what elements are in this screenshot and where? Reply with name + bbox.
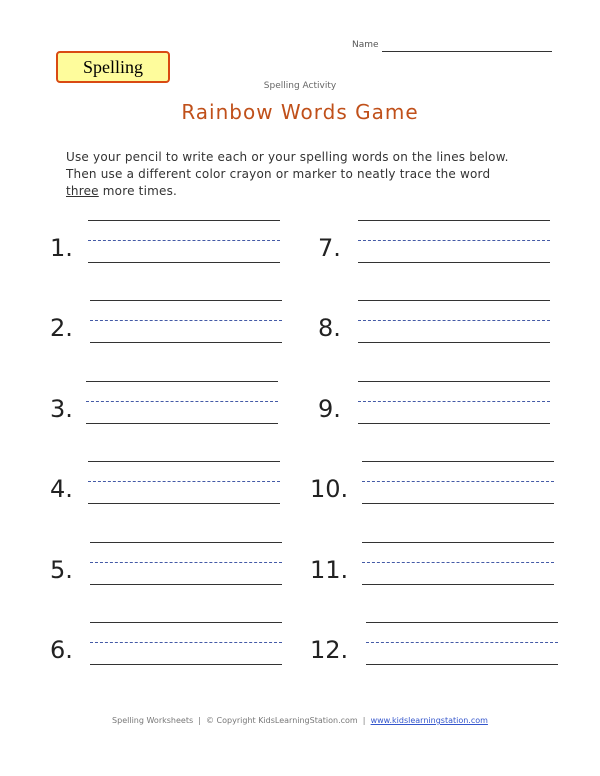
trace-line[interactable] xyxy=(88,240,280,241)
writing-line[interactable] xyxy=(358,342,550,343)
page-title: Rainbow Words Game xyxy=(181,100,419,124)
instruction-line-2: Then use a different color crayon or marker to neatly trace the word xyxy=(66,167,491,181)
entry-number: 6. xyxy=(50,636,73,664)
writing-line[interactable] xyxy=(90,342,282,343)
word-entry-9 xyxy=(318,375,558,435)
trace-line[interactable] xyxy=(358,240,550,241)
word-entry-10 xyxy=(310,455,560,515)
writing-line[interactable] xyxy=(86,423,278,424)
writing-line[interactable] xyxy=(88,262,280,263)
trace-line[interactable] xyxy=(90,642,282,643)
entry-number: 10. xyxy=(310,475,349,503)
trace-line[interactable] xyxy=(358,320,550,321)
entry-number: 2. xyxy=(50,314,73,342)
instruction-line-1: Use your pencil to write each or your spelling words on the lines below. xyxy=(66,150,509,164)
footer-copyright: © Copyright KidsLearningStation.com xyxy=(206,716,358,725)
writing-line[interactable] xyxy=(362,503,554,504)
writing-line[interactable] xyxy=(358,220,550,221)
trace-line[interactable] xyxy=(362,481,554,482)
spelling-badge: Spelling xyxy=(56,51,170,83)
entry-number: 12. xyxy=(310,636,349,664)
footer xyxy=(0,716,600,725)
word-entry-12 xyxy=(310,616,560,676)
trace-line[interactable] xyxy=(90,562,282,563)
writing-line[interactable] xyxy=(362,461,554,462)
word-entry-8 xyxy=(318,294,558,354)
emphasis-word: three xyxy=(66,184,99,198)
word-entry-1 xyxy=(50,214,290,274)
writing-line[interactable] xyxy=(88,220,280,221)
trace-line[interactable] xyxy=(90,320,282,321)
writing-line[interactable] xyxy=(88,503,280,504)
writing-line[interactable] xyxy=(90,664,282,665)
trace-line[interactable] xyxy=(88,481,280,482)
word-entry-11 xyxy=(310,536,560,596)
footer-left: Spelling Worksheets xyxy=(112,716,194,725)
writing-line[interactable] xyxy=(358,300,550,301)
instructions xyxy=(66,149,566,200)
writing-line[interactable] xyxy=(362,584,554,585)
instruction-line-3 xyxy=(66,183,566,200)
footer-link[interactable]: www.kidslearningstation.com xyxy=(370,716,488,725)
word-entry-5 xyxy=(50,536,290,596)
word-entry-6 xyxy=(50,616,290,676)
entry-number: 3. xyxy=(50,395,73,423)
trace-line[interactable] xyxy=(86,401,278,402)
word-entry-2 xyxy=(50,294,290,354)
writing-line[interactable] xyxy=(88,461,280,462)
writing-line[interactable] xyxy=(358,381,550,382)
word-entry-4 xyxy=(50,455,290,515)
trace-line[interactable] xyxy=(362,562,554,563)
trace-line[interactable] xyxy=(358,401,550,402)
entry-number: 1. xyxy=(50,234,73,262)
writing-line[interactable] xyxy=(90,300,282,301)
entry-number: 11. xyxy=(310,556,349,584)
entry-number: 4. xyxy=(50,475,73,503)
word-entry-7 xyxy=(318,214,558,274)
footer-separator: | xyxy=(195,716,204,725)
writing-line[interactable] xyxy=(90,622,282,623)
writing-line[interactable] xyxy=(362,542,554,543)
entry-number: 7. xyxy=(318,234,341,262)
entry-number: 8. xyxy=(318,314,341,342)
name-label: Name xyxy=(352,40,379,50)
entry-number: 9. xyxy=(318,395,341,423)
writing-line[interactable] xyxy=(366,664,558,665)
writing-line[interactable] xyxy=(90,584,282,585)
footer-separator: | xyxy=(360,716,369,725)
writing-line[interactable] xyxy=(358,262,550,263)
writing-line[interactable] xyxy=(366,622,558,623)
name-row xyxy=(352,38,552,54)
name-line[interactable] xyxy=(382,51,552,52)
writing-line[interactable] xyxy=(90,542,282,543)
trace-line[interactable] xyxy=(366,642,558,643)
instruction-line-3-rest: more times. xyxy=(98,184,178,198)
subtitle: Spelling Activity xyxy=(263,81,337,91)
word-entry-3 xyxy=(50,375,290,435)
writing-line[interactable] xyxy=(86,381,278,382)
writing-line[interactable] xyxy=(358,423,550,424)
entry-number: 5. xyxy=(50,556,73,584)
